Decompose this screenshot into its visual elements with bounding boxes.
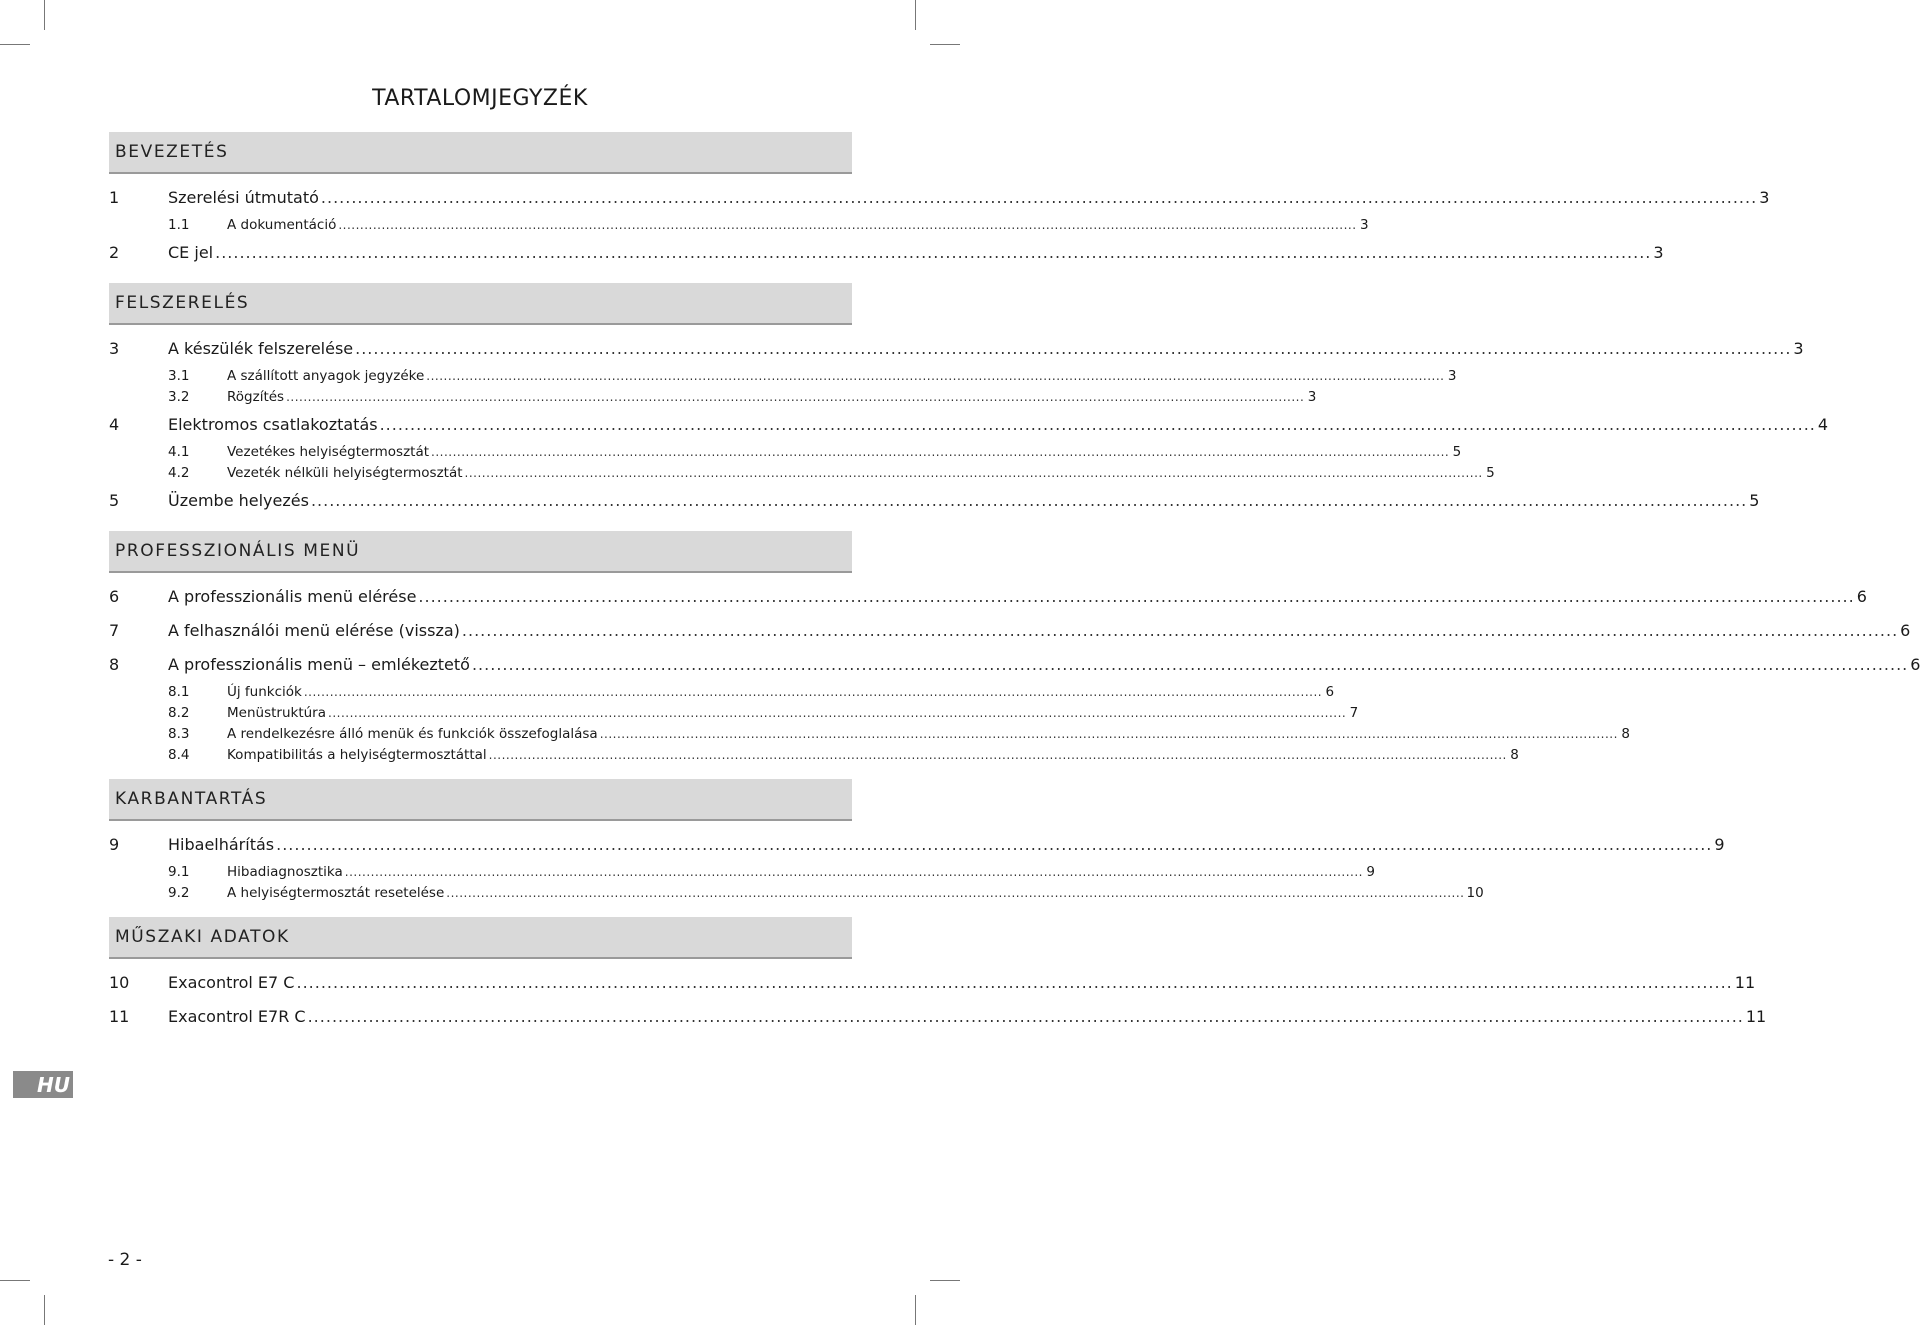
toc-entry-page: 11 [1745,1006,1767,1026]
toc-entry-title: A rendelkezésre álló menük és funkciók összefoglalása [227,725,598,742]
crop-mark [930,44,960,45]
toc-entry-number: 3.2 [168,388,190,405]
toc-entry-page: 7 [1349,704,1359,721]
dot-leader: ............................................................................................................................................................................................................................................ [307,1006,1744,1026]
toc-subentry[interactable] [109,365,1457,386]
toc-entry-number: 9.1 [168,863,190,880]
toc-entry[interactable] [109,579,1867,613]
toc-entry[interactable] [109,613,1911,647]
toc-entry-number: 8.3 [168,725,190,742]
toc-entry-page: 5 [1486,464,1495,481]
crop-mark [0,1280,30,1281]
dot-leader: ............................................................................................................................................................................................................................................ [338,217,1357,232]
toc-entry-number: 1 [109,187,120,207]
toc-entry-title: Menüstruktúra [227,704,326,721]
toc-entry-number: 8.4 [168,746,190,763]
page-number: - 2 - [108,1250,142,1270]
dot-leader: ............................................................................................................................................................................................................................................ [328,705,1347,720]
toc-entry-page: 4 [1817,414,1829,434]
dot-leader: ............................................................................................................................................................................................................................................ [296,972,1733,992]
toc-entry-title: A helyiségtermosztát resetelése [227,884,445,901]
toc-entry-number: 2 [109,242,120,262]
dot-leader: ............................................................................................................................................................................................................................................ [431,444,1450,459]
page-title-text: TARTALOMJEGYZÉK [372,86,588,111]
toc-entry-number: 4 [109,414,120,434]
toc-entry-page: 3 [1653,242,1664,262]
toc-entry-number: 6 [109,586,120,606]
language-tab-label: HU [37,1072,70,1097]
toc-entry-title: Vezetékes helyiségtermosztát [227,443,430,460]
toc-entry-number: 7 [109,620,120,640]
toc-entry-title: A professzionális menü – emlékeztető [168,654,470,674]
toc-entry[interactable] [109,827,1725,861]
toc-entry-number: 11 [109,1006,130,1026]
dot-leader: ............................................................................................................................................................................................................................................ [344,864,1363,879]
toc-entry-title: Hibadiagnosztika [227,863,343,880]
toc-entry-page: 6 [1900,620,1911,640]
toc-entry-page: 5 [1452,443,1462,460]
toc-subentry[interactable] [109,723,1630,744]
toc-entry-page: 8 [1510,746,1519,763]
toc-entry[interactable] [109,647,1920,681]
toc-entry-title: Kompatibilitás a helyiségtermosztáttal [227,746,487,763]
toc-entry[interactable] [109,999,1767,1033]
toc-entry-page: 9 [1366,863,1375,880]
toc-subentry[interactable] [109,882,1484,903]
toc-entry-number: 4.1 [168,443,190,460]
toc-entry-page: 5 [1749,490,1760,510]
toc-entry[interactable] [109,965,1756,999]
dot-leader: ............................................................................................................................................................................................................................................ [599,726,1618,741]
toc-entry-page: 6 [1910,654,1920,674]
toc-entry-page: 11 [1734,972,1756,992]
toc-subentry[interactable] [109,702,1359,723]
toc-entry-title: Hibaelhárítás [168,834,275,854]
toc-entry-number: 4.2 [168,464,190,481]
toc-entry-number: 8.2 [168,704,190,721]
language-tab [13,1071,73,1098]
toc-entry-title: A dokumentáció [227,216,337,233]
toc-entry-title: Rögzítés [227,388,285,405]
toc-entry-number: 3.1 [168,367,190,384]
crop-mark [930,1280,960,1281]
toc-entry-number: 8 [109,654,120,674]
dot-leader: ............................................................................................................................................................................................................................................ [471,654,1909,674]
crop-mark [0,44,30,45]
dot-leader: ............................................................................................................................................................................................................................................ [310,490,1748,510]
dot-leader: ............................................................................................................................................................................................................................................ [215,242,1652,262]
toc-entry-page: 3 [1359,216,1369,233]
dot-leader: ............................................................................................................................................................................................................................................ [379,414,1816,434]
crop-mark [915,0,916,30]
dot-leader: ............................................................................................................................................................................................................................................ [303,684,1323,699]
toc-entry-number: 9 [109,834,120,854]
dot-leader: ............................................................................................................................................................................................................................................ [488,747,1507,762]
table-of-contents [109,132,1920,1033]
dot-leader: ............................................................................................................................................................................................................................................ [446,885,1465,900]
toc-entry-page: 10 [1466,884,1484,901]
dot-leader: ............................................................................................................................................................................................................................................ [464,465,1483,480]
toc-subentry[interactable] [109,681,1335,702]
toc-entry-number: 10 [109,972,130,992]
toc-entry-title: A szállított anyagok jegyzéke [227,367,425,384]
dot-leader: ............................................................................................................................................................................................................................................ [286,389,1305,404]
toc-entry[interactable] [109,180,1770,214]
toc-subentry[interactable] [109,214,1369,235]
toc-entry-number: 3 [109,338,120,358]
section-heading: MŰSZAKI ADATOK [109,917,852,959]
crop-mark [44,0,45,30]
toc-entry-title: Elektromos csatlakoztatás [168,414,378,434]
section-heading: PROFESSZIONÁLIS MENÜ [109,531,852,573]
dot-leader: ............................................................................................................................................................................................................................................ [320,187,1758,207]
toc-subentry[interactable] [109,441,1462,462]
toc-entry-title: Exacontrol E7R C [168,1006,306,1026]
toc-subentry[interactable] [109,386,1317,407]
toc-entry-page: 3 [1793,338,1804,358]
section-heading: BEVEZETÉS [109,132,852,174]
toc-entry-page: 9 [1714,834,1725,854]
toc-entry-page: 3 [1447,367,1457,384]
dot-leader: ............................................................................................................................................................................................................................................ [461,620,1899,640]
toc-entry[interactable] [109,235,1664,269]
toc-subentry[interactable] [109,861,1375,882]
toc-entry-title: Exacontrol E7 C [168,972,295,992]
crop-mark [44,1295,45,1325]
toc-entry-number: 9.2 [168,884,190,901]
toc-entry-number: 8.1 [168,683,190,700]
toc-entry-title: Szerelési útmutató [168,187,319,207]
toc-entry-number: 1.1 [168,216,190,233]
toc-entry-title: Vezeték nélküli helyiségtermosztát [227,464,463,481]
toc-entry[interactable] [109,331,1804,365]
toc-entry-title: Új funkciók [227,683,302,700]
toc-subentry[interactable] [109,462,1495,483]
toc-entry-title: A professzionális menü elérése [168,586,417,606]
toc-entry-page: 6 [1325,683,1335,700]
page-title [0,86,960,111]
dot-leader: ............................................................................................................................................................................................................................................ [355,338,1792,358]
toc-entry-page: 8 [1621,725,1630,742]
section-heading: FELSZERELÉS [109,283,852,325]
toc-entry[interactable] [109,483,1760,517]
section-heading: KARBANTARTÁS [109,779,852,821]
toc-subentry[interactable] [109,744,1519,765]
toc-entry-number: 5 [109,490,120,510]
dot-leader: ............................................................................................................................................................................................................................................ [418,586,1855,606]
toc-entry-page: 3 [1759,187,1770,207]
toc-entry[interactable] [109,407,1829,441]
toc-entry-page: 6 [1856,586,1867,606]
toc-entry-title: A készülék felszerelése [168,338,354,358]
toc-entry-title: Üzembe helyezés [168,490,309,510]
toc-entry-page: 3 [1307,388,1317,405]
dot-leader: ............................................................................................................................................................................................................................................ [276,834,1713,854]
toc-entry-title: A felhasználói menü elérése (vissza) [168,620,460,640]
crop-mark [915,1295,916,1325]
dot-leader: ............................................................................................................................................................................................................................................ [426,368,1445,383]
toc-entry-title: CE jel [168,242,214,262]
